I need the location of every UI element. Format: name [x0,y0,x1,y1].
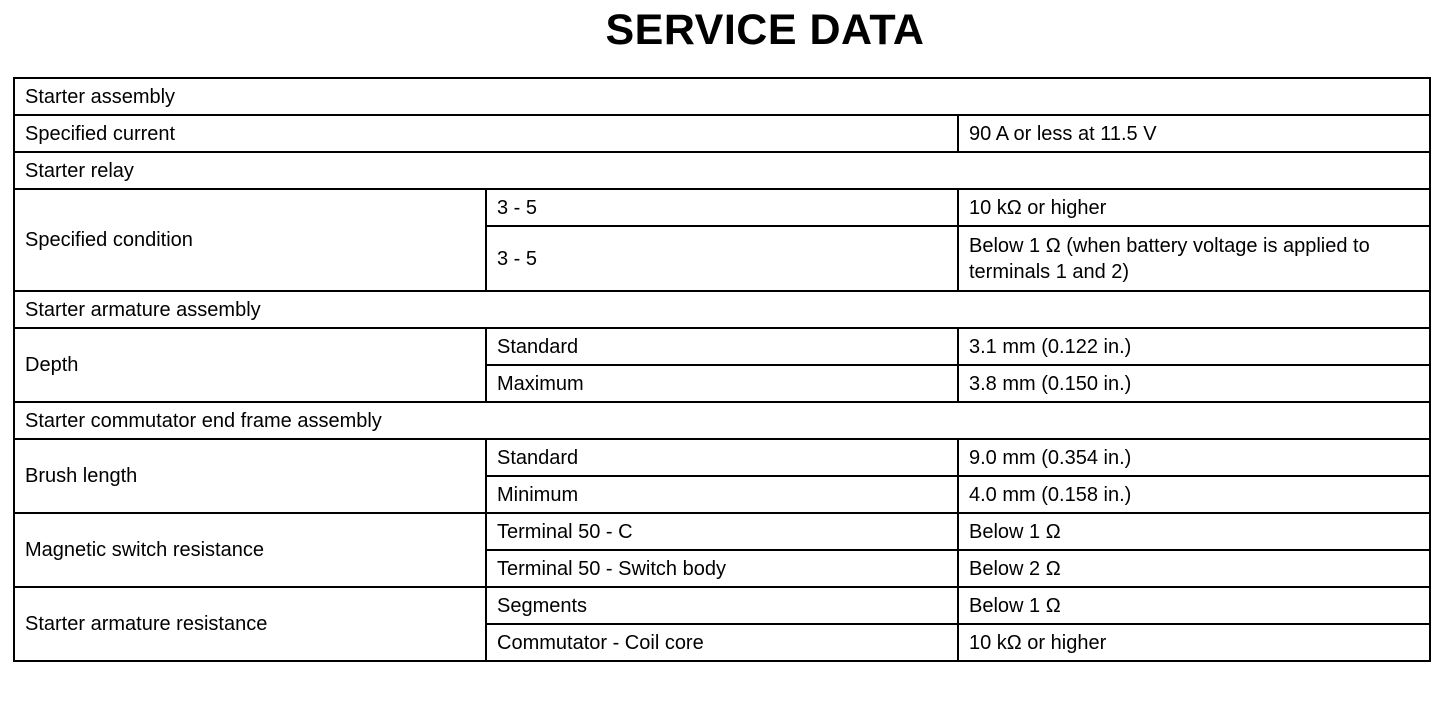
condition-cell: Standard [486,439,958,476]
condition-cell: 3 - 5 [486,226,958,291]
value-cell: Below 1 Ω (when battery voltage is applied to terminals 1 and 2) [958,226,1430,291]
condition-cell: 3 - 5 [486,189,958,226]
value-cell: Below 2 Ω [958,550,1430,587]
value-cell: 9.0 mm (0.354 in.) [958,439,1430,476]
table-row [14,587,1430,624]
condition-cell: Terminal 50 - Switch body [486,550,958,587]
section-heading-row [14,152,1430,189]
condition-cell: Commutator - Coil core [486,624,958,661]
table-row [14,328,1430,365]
value-cell: Below 1 Ω [958,513,1430,550]
section-heading-row [14,78,1430,115]
table-row [14,115,1430,152]
condition-cell: Segments [486,587,958,624]
value-cell: 4.0 mm (0.158 in.) [958,476,1430,513]
section-heading-row [14,291,1430,328]
group-label-magnetic-switch-resistance: Magnetic switch resistance [14,513,486,587]
spec-value-specified-current: 90 A or less at 11.5 V [958,115,1430,152]
section-heading-starter-armature-assembly: Starter armature assembly [14,291,1430,328]
condition-cell: Maximum [486,365,958,402]
group-label-depth: Depth [14,328,486,402]
value-cell: 3.8 mm (0.150 in.) [958,365,1430,402]
section-heading-starter-assembly: Starter assembly [14,78,1430,115]
condition-cell: Standard [486,328,958,365]
group-label-starter-armature-resistance: Starter armature resistance [14,587,486,661]
value-cell: 3.1 mm (0.122 in.) [958,328,1430,365]
service-data-table [13,77,1431,662]
section-heading-starter-relay: Starter relay [14,152,1430,189]
value-cell: Below 1 Ω [958,587,1430,624]
value-cell: 10 kΩ or higher [958,189,1430,226]
section-heading-commutator-end-frame: Starter commutator end frame assembly [14,402,1430,439]
table-row [14,513,1430,550]
condition-cell: Minimum [486,476,958,513]
table-row [14,439,1430,476]
page-title: SERVICE DATA [605,6,925,54]
group-label-brush-length: Brush length [14,439,486,513]
value-cell: 10 kΩ or higher [958,624,1430,661]
section-heading-row [14,402,1430,439]
group-label-specified-condition: Specified condition [14,189,486,291]
table-row [14,189,1430,226]
condition-cell: Terminal 50 - C [486,513,958,550]
spec-label-specified-current: Specified current [14,115,958,152]
